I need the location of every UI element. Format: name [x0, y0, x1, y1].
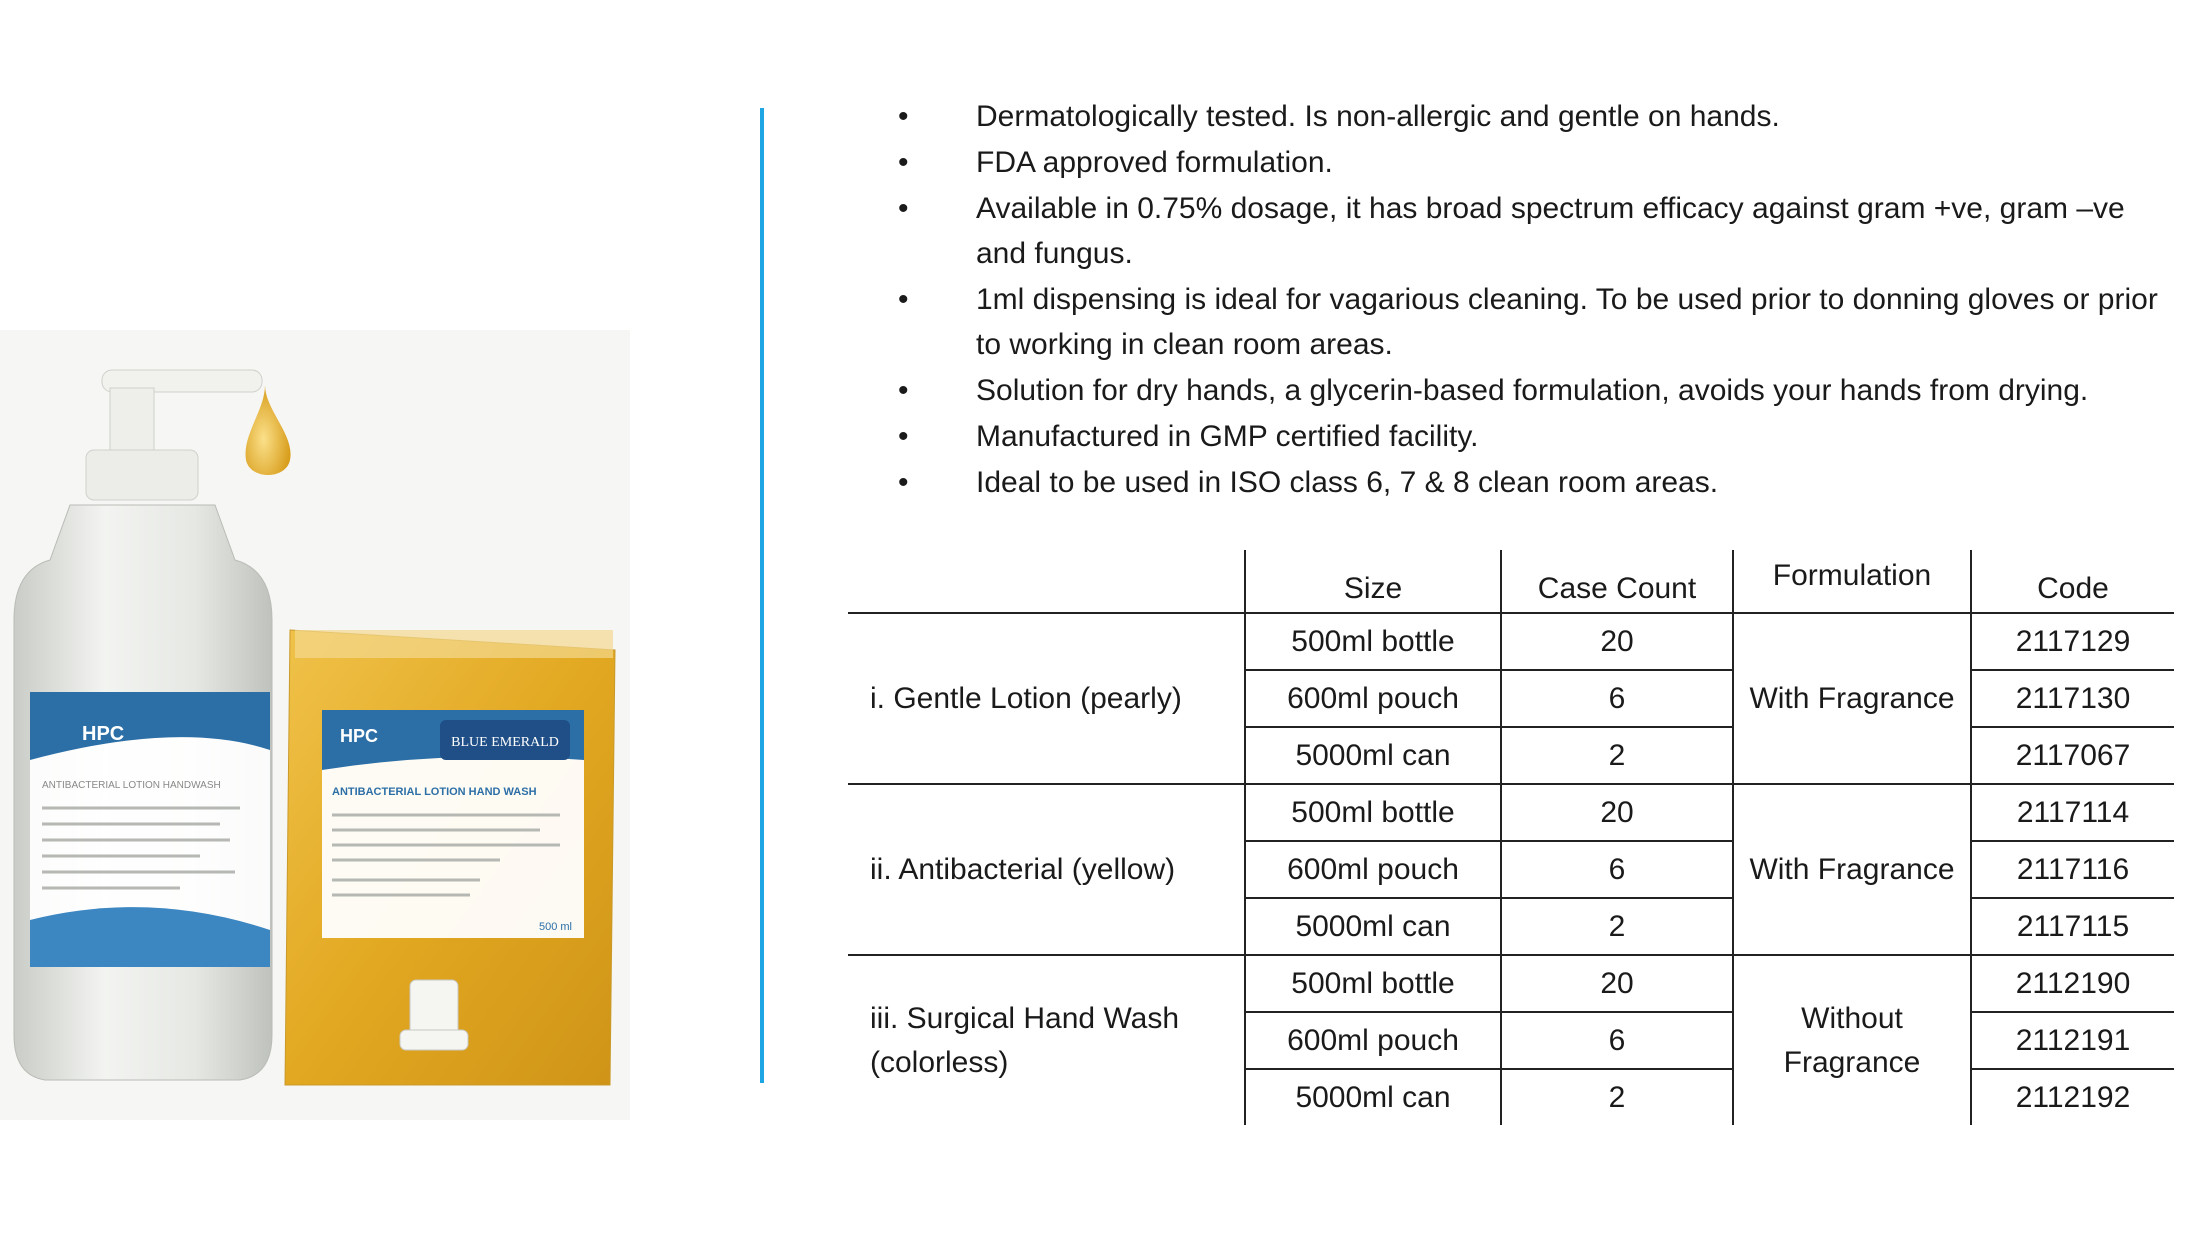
size-cell: 5000ml can [1245, 1069, 1501, 1125]
code-cell: 2117067 [1971, 727, 2174, 784]
product-name: iii. Surgical Hand Wash (colorless) [870, 1001, 1180, 1079]
table-header-row [848, 550, 2174, 613]
code-cell: 2112191 [1971, 1012, 2174, 1069]
case-count-cell: 2 [1501, 1069, 1733, 1125]
code-cell: 2117116 [1971, 841, 2174, 898]
svg-text:ANTIBACTERIAL LOTION HANDWASH: ANTIBACTERIAL LOTION HANDWASH [42, 780, 221, 791]
svg-text:500 ml: 500 ml [538, 921, 572, 933]
product-name: i. Gentle Lotion (pearly) [848, 613, 1245, 784]
product-name: ii. Antibacterial (yellow) [848, 784, 1245, 955]
svg-text:HPC: HPC [82, 723, 125, 745]
case-count-cell: 20 [1501, 784, 1733, 841]
size-cell: 5000ml can [1245, 727, 1501, 784]
table-row [848, 784, 2174, 841]
header-product [848, 550, 1245, 613]
code-cell: 2112192 [1971, 1069, 2174, 1125]
case-count-cell: 6 [1501, 670, 1733, 727]
code-cell: 2117129 [1971, 613, 2174, 670]
formulation-cell: Without Fragrance [1733, 955, 1971, 1125]
case-count-cell: 20 [1501, 955, 1733, 1012]
case-count-cell: 2 [1501, 727, 1733, 784]
size-cell: 600ml pouch [1245, 1012, 1501, 1069]
code-cell: 2117130 [1971, 670, 2174, 727]
product-photo [0, 330, 630, 1120]
header-case-count: Case Count [1501, 550, 1733, 613]
feature-item: • Dermatologically tested. Is non-allergic and gentle on hands. [886, 94, 2176, 139]
product-spec-table [848, 550, 2174, 1125]
code-cell: 2112190 [1971, 955, 2174, 1012]
vertical-divider [760, 108, 764, 1083]
feature-item: • Manufactured in GMP certified facility. [886, 414, 2176, 459]
spout-icon [400, 980, 468, 1050]
feature-item: • Available in 0.75% dosage, it has broad spectrum efficacy against gram +ve, gram –ve and fungus. [886, 186, 2176, 276]
feature-item: • Ideal to be used in ISO class 6, 7 & 8 clean room areas. [886, 460, 2176, 505]
header-code: Code [1971, 550, 2174, 613]
svg-text:BLUE EMERALD: BLUE EMERALD [451, 735, 559, 750]
code-cell: 2117115 [1971, 898, 2174, 955]
size-cell: 500ml bottle [1245, 955, 1501, 1012]
size-cell: 600ml pouch [1245, 841, 1501, 898]
table-row [848, 955, 2174, 1012]
svg-text:ANTIBACTERIAL LOTION HAND WASH: ANTIBACTERIAL LOTION HAND WASH [332, 786, 537, 798]
size-cell: 500ml bottle [1245, 784, 1501, 841]
case-count-cell: 2 [1501, 898, 1733, 955]
size-cell: 600ml pouch [1245, 670, 1501, 727]
header-size: Size [1245, 550, 1501, 613]
feature-item: • 1ml dispensing is ideal for vagarious cleaning. To be used prior to donning gloves or prior to working in clean room areas. [886, 277, 2176, 367]
feature-list [886, 94, 2176, 506]
table-row [848, 613, 2174, 670]
formulation-cell: With Fragrance [1733, 784, 1971, 955]
code-cell: 2117114 [1971, 784, 2174, 841]
case-count-cell: 20 [1501, 613, 1733, 670]
case-count-cell: 6 [1501, 841, 1733, 898]
feature-item: • FDA approved formulation. [886, 140, 2176, 185]
header-formulation: Formulation [1733, 550, 1971, 613]
size-cell: 5000ml can [1245, 898, 1501, 955]
case-count-cell: 6 [1501, 1012, 1733, 1069]
formulation-cell: With Fragrance [1733, 613, 1971, 784]
svg-text:HPC: HPC [340, 726, 379, 746]
feature-item: • Solution for dry hands, a glycerin-based formulation, avoids your hands from drying. [886, 368, 2176, 413]
size-cell: 500ml bottle [1245, 613, 1501, 670]
